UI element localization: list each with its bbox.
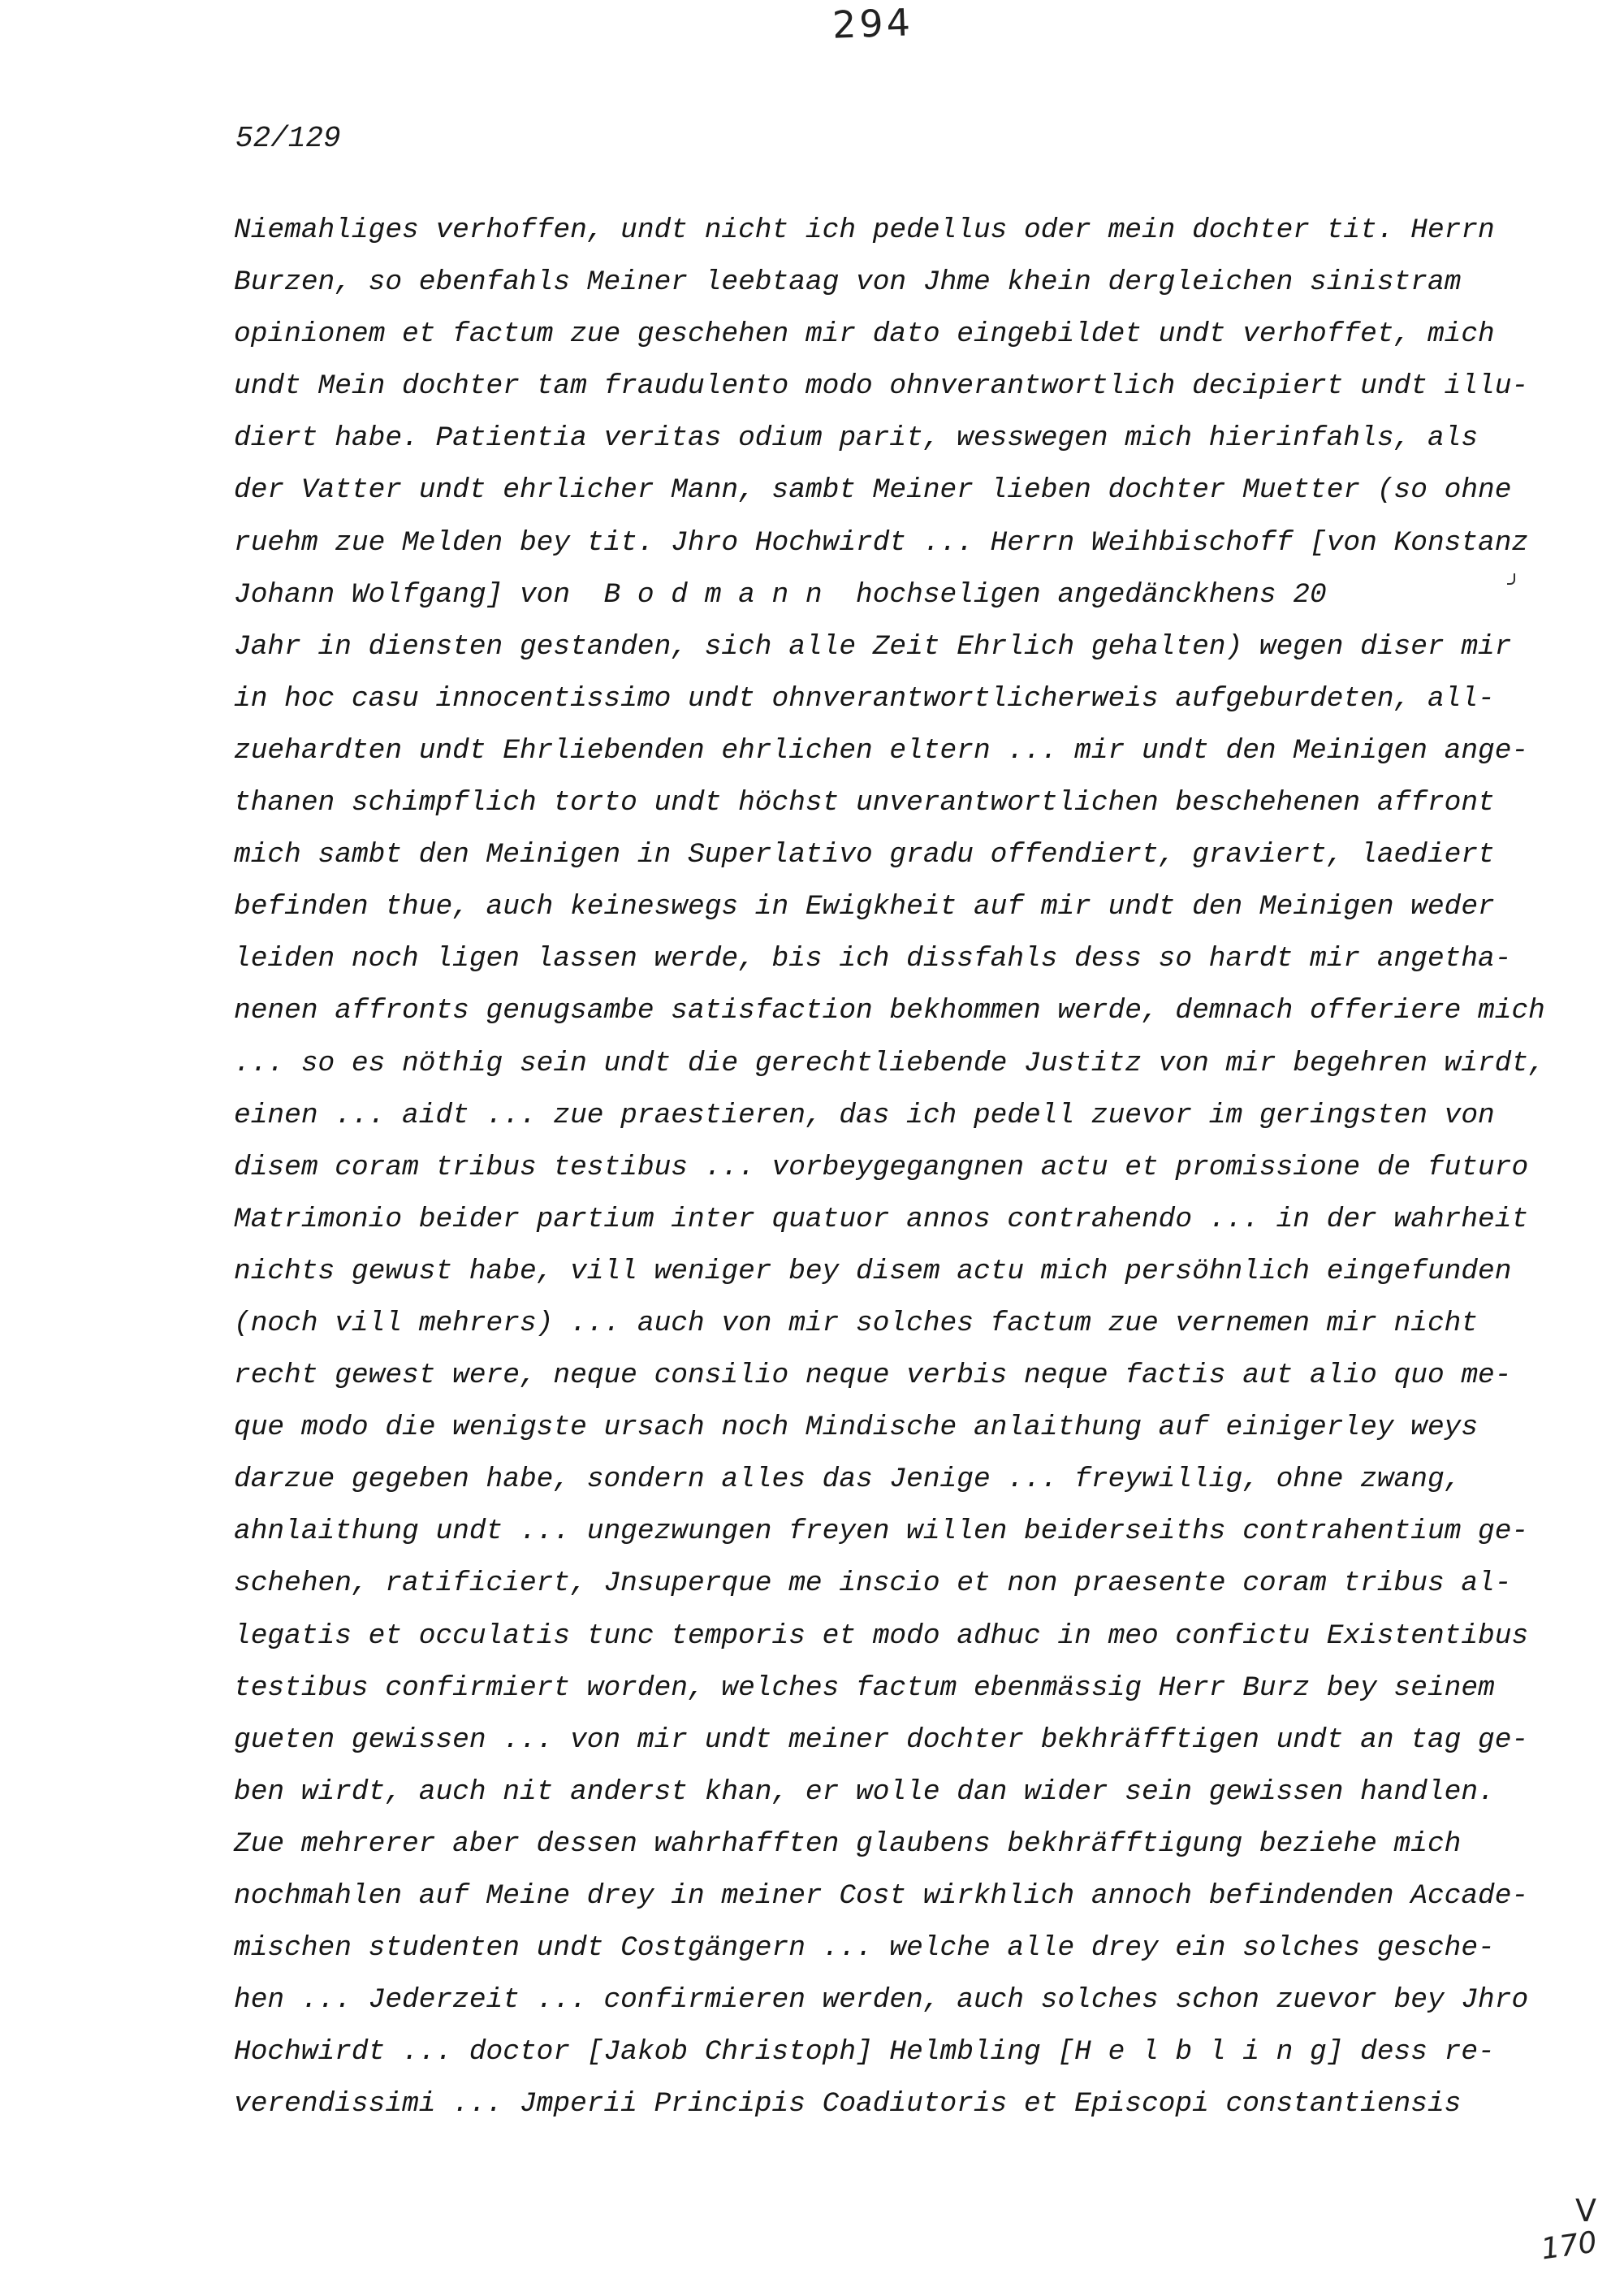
text-line: Zue mehrerer aber dessen wahrhafften glaubens bekhräfftigung beziehe mich (234, 1827, 1462, 1860)
text-line: Niemahliges verhoffen, undt nicht ich pedellus oder mein dochter tit. Herrn (234, 214, 1495, 246)
text-line: nochmahlen auf Meine drey in meiner Cost wirkhlich annoch befindenden Accade- (234, 1880, 1529, 1912)
bracket-hook-mark (1507, 573, 1515, 585)
text-line: der Vatter undt ehrlicher Mann, sambt Meiner lieben dochter Muetter (so ohne (234, 474, 1512, 507)
text-line: thanen schimpflich torto undt höchst unverantwortlichen beschehenen affront (234, 787, 1495, 819)
margin-number: 170 (1539, 2225, 1600, 2267)
text-line: befinden thue, auch keineswegs in Ewigkheit auf mir undt den Meinigen weder (234, 891, 1495, 923)
text-line: Johann Wolfgang] von B o d m a n n hochseligen angedänckhens 20 (234, 578, 1327, 611)
text-line: verendissimi ... Jmperii Principis Coadiutoris et Episcopi constantiensis (234, 2088, 1462, 2121)
text-line: zuehardten undt Ehrliebenden ehrlichen eltern ... mir undt den Meinigen ange- (234, 734, 1529, 767)
document-reference: 52/129 (235, 122, 341, 155)
text-line: ruehm zue Melden bey tit. Jhro Hochwirdt ... Herrn Weihbischoff [von Konstanz (234, 526, 1529, 559)
text-line: disem coram tribus testibus ... vorbeygegangnen actu et promissione de futuro (234, 1151, 1529, 1183)
text-line: ben wirdt, auch nit anderst khan, er wolle dan wider sein gewissen handlen. (234, 1775, 1495, 1808)
text-line: Jahr in diensten gestanden, sich alle Zeit Ehrlich gehalten) wegen diser mir (234, 630, 1512, 663)
text-line: schehen, ratificiert, Jnsuperque me inscio et non praesente coram tribus al- (234, 1567, 1512, 1600)
text-line: darzue gegeben habe, sondern alles das Jenige ... freywillig, ohne zwang, (234, 1464, 1462, 1496)
text-line: Matrimonio beider partium inter quatuor annos contrahendo ... in der wahrheit (234, 1203, 1529, 1235)
text-line: Hochwirdt ... doctor [Jakob Christoph] Helmbling [H e l b l i n g] dess re- (234, 2036, 1495, 2069)
text-line: in hoc casu innocentissimo undt ohnverantwortlicherweis aufgeburdeten, all- (234, 682, 1495, 715)
text-line: (noch vill mehrers) ... auch von mir solches factum zue vernemen mir nicht (234, 1307, 1479, 1339)
text-line: ahnlaithung undt ... ungezwungen freyen willen beiderseiths contrahentium ge- (234, 1515, 1529, 1548)
text-line: mich sambt den Meinigen in Superlativo gradu offendiert, graviert, laediert (234, 839, 1495, 871)
text-line: undt Mein dochter tam fraudulento modo ohnverantwortlich decipiert undt illu- (234, 370, 1529, 403)
margin-mark: V (1575, 2193, 1596, 2229)
text-line: mischen studenten undt Costgängern ... welche alle drey ein solches gesche- (234, 1932, 1495, 1965)
text-line: gueten gewissen ... von mir undt meiner dochter bekhräfftigen undt an tag ge- (234, 1723, 1529, 1756)
text-line: que modo die wenigste ursach noch Mindische anlaithung auf einigerley weys (234, 1412, 1479, 1444)
text-line: einen ... aidt ... zue praestieren, das ich pedell zuevor im geringsten von (234, 1099, 1495, 1131)
text-line: opinionem et factum zue geschehen mir dato eingebildet undt verhoffet, mich (234, 318, 1495, 351)
text-line: hen ... Jederzeit ... confirmieren werden, auch solches schon zuevor bey Jhro (234, 1984, 1529, 2017)
text-line: nenen affronts genugsambe satisfaction bekhommen werde, demnach offeriere mich (234, 995, 1545, 1027)
body-text (234, 205, 1545, 2130)
text-line: testibus confirmiert worden, welches factum ebenmässig Herr Burz bey seinem (234, 1671, 1495, 1704)
text-line: recht gewest were, neque consilio neque verbis neque factis aut alio quo me- (234, 1360, 1512, 1392)
text-line: legatis et occulatis tunc temporis et modo adhuc in meo confictu Existentibus (234, 1619, 1529, 1652)
text-line: Burzen, so ebenfahls Meiner leebtaag von Jhme khein dergleichen sinistram (234, 266, 1462, 299)
text-line: ... so es nöthig sein undt die gerechtliebende Justitz von mir begehren wirdt, (234, 1047, 1545, 1079)
text-line: nichts gewust habe, vill weniger bey disem actu mich persöhnlich eingefunden (234, 1255, 1512, 1287)
text-line: leiden noch ligen lassen werde, bis ich dissfahls dess so hardt mir angetha- (234, 943, 1512, 975)
folio-number: 294 (831, 0, 914, 47)
text-line: diert habe. Patientia veritas odium parit, wesswegen mich hierinfahls, als (234, 422, 1479, 455)
